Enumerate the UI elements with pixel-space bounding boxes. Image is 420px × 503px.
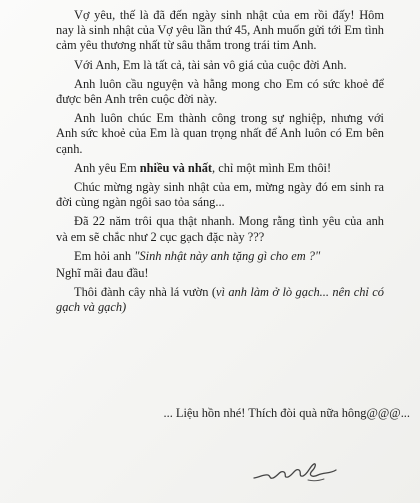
love-text-before: Anh yêu Em [74, 160, 140, 175]
love-emphasis: nhiều và nhất [139, 160, 213, 175]
paragraph-everything: Với Anh, Em là tất cả, tài sản vô giá của cuộc đời Anh. [74, 57, 347, 72]
closing-line: ... Liệu hồn nhé! Thích đòi quà nữa hông@@@... [163, 406, 410, 420]
homemade-lead: Thôi đành cây nhà lá vườn ( [74, 285, 216, 300]
love-text-after: , chỉ một mình Em thôi! [212, 160, 332, 175]
letter-body [56, 8, 384, 320]
question-lead: Em hỏi anh [74, 248, 135, 263]
paragraph-success: Anh luôn chúc Em thành công trong sự nghiệp, nhưng với Anh sức khoẻ của Em là quan trọng nhất để Anh luôn có Em bên cạnh. [56, 111, 384, 156]
paragraph-question [56, 249, 384, 264]
paragraph-birthday-wish: Chúc mừng ngày sinh nhật của em, mừng ngày đó em sinh ra đời cùng ngàn ngôi sao tỏa sáng... [56, 180, 384, 210]
paragraph-prayer: Anh luôn cầu nguyện và hằng mong cho Em có sức khoẻ để được bên Anh trên cuộc đời này. [56, 76, 384, 107]
paragraph-22-years: Đã 22 năm trôi qua thật nhanh. Mong rằng tình yêu của anh và em sẽ chắc như 2 cục gạch đặc này ??? [56, 214, 384, 244]
paragraph-love [56, 161, 384, 176]
paragraph-opening: Vợ yêu, thế là đã đến ngày sinh nhật của em rồi đấy! Hôm nay là sinh nhật của Vợ yêu lần thứ 45, Anh muốn gửi tới Em tình cảm yêu thương nhất từ sâu thẳm trong trái tim Anh. [56, 8, 384, 53]
signature-icon [250, 448, 340, 488]
paragraph-homemade [56, 285, 384, 315]
paragraph-headache: Nghĩ mãi đau đầu! [56, 266, 149, 281]
question-quote: "Sinh nhật này anh tặng gì cho em ?" [134, 248, 321, 263]
homemade-aside: vì anh làm ở lò gạch... nên chỉ có gạch và gạch) [56, 285, 384, 315]
